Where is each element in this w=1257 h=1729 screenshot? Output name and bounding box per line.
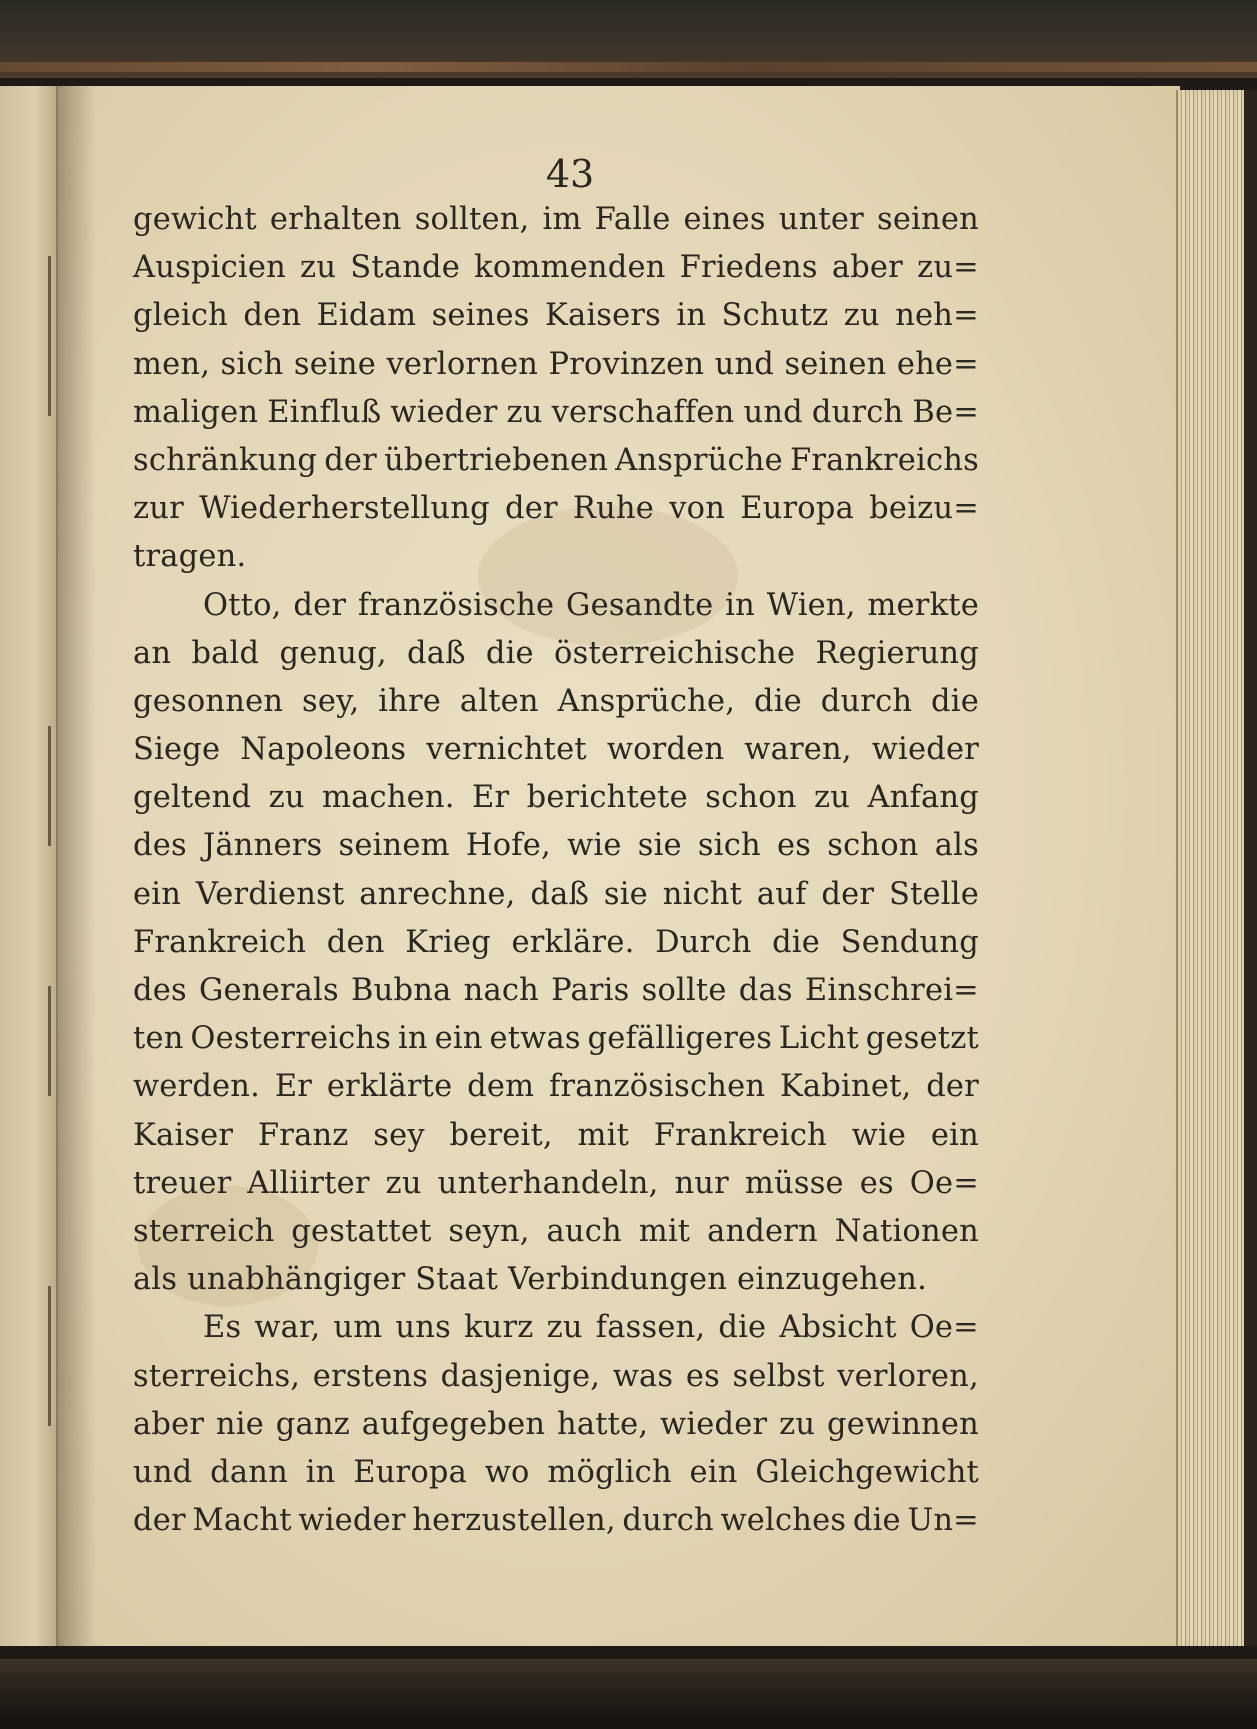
binding-bottom-edge [0, 1659, 1257, 1729]
text-line: sterreich gestattet seyn, auch mit andern Nationen [133, 1213, 979, 1249]
text-line: der Macht wieder herzustellen, durch welches die Un= [133, 1503, 979, 1539]
text-line: gewicht erhalten sollten, im Falle eines unter seinen [133, 202, 979, 237]
text-line: zur Wiederherstellung der Ruhe von Europa beizu= [133, 491, 979, 527]
text-line: aber nie ganz aufgegeben hatte, wieder zu gewinnen [133, 1406, 979, 1442]
left-page-sliver [0, 86, 60, 1646]
text-line: Frankreich den Krieg erkläre. Durch die Sendung [133, 924, 979, 960]
stacked-page-edges [1176, 90, 1250, 1646]
text-line: geltend zu machen. Er berichtete schon zu Anfang [133, 780, 979, 816]
text-line: Kaiser Franz sey bereit, mit Frankreich wie ein [133, 1117, 979, 1153]
binding-top-edge [0, 0, 1257, 78]
text-line: sterreichs, erstens dasjenige, was es selbst verloren, [133, 1358, 979, 1394]
text-line: des Jänners seinem Hofe, wie sie sich es schon als [133, 828, 979, 864]
text-line: maligen Einfluß wieder zu verschaffen und durch Be= [133, 394, 979, 430]
paragraph-start-line: Otto, der französische Gesandte in Wien, merkte [203, 587, 979, 623]
page-number: 43 [545, 152, 595, 196]
text-line: an bald genug, daß die österreichische Regierung [133, 635, 979, 671]
text-line: gleich den Eidam seines Kaisers in Schutz zu neh= [133, 298, 979, 334]
text-line: ein Verdienst anrechne, daß sie nicht auf der Stelle [133, 876, 979, 912]
text-line: und dann in Europa wo möglich ein Gleichgewicht [133, 1454, 979, 1490]
text-line: schränkung der übertriebenen Ansprüche Frankreichs [133, 442, 979, 478]
text-line: werden. Er erklärte dem französischen Kabinet, der [133, 1069, 979, 1105]
body-text [133, 196, 979, 1545]
text-line: als unabhängiger Staat Verbindungen einzugehen. [133, 1262, 928, 1298]
text-line: des Generals Bubna nach Paris sollte das Einschrei= [133, 973, 979, 1008]
text-line: ten Oesterreichs in ein etwas gefälligeres Licht gesetzt [133, 1021, 979, 1057]
text-line: tragen. [133, 539, 247, 575]
text-line: gesonnen sey, ihre alten Ansprüche, die durch die [133, 683, 979, 719]
paragraph-start-line: Es war, um uns kurz zu fassen, die Absicht Oe= [203, 1310, 979, 1346]
page-gutter-shadow [56, 86, 96, 1646]
text-line: treuer Alliirter zu unterhandeln, nur müsse es Oe= [133, 1165, 979, 1201]
text-line: men, sich seine verlornen Provinzen und seinen ehe= [133, 346, 979, 382]
text-line: Auspicien zu Stande kommenden Friedens aber zu= [133, 250, 979, 286]
text-line: Siege Napoleons vernichtet worden waren, wieder [133, 732, 979, 768]
